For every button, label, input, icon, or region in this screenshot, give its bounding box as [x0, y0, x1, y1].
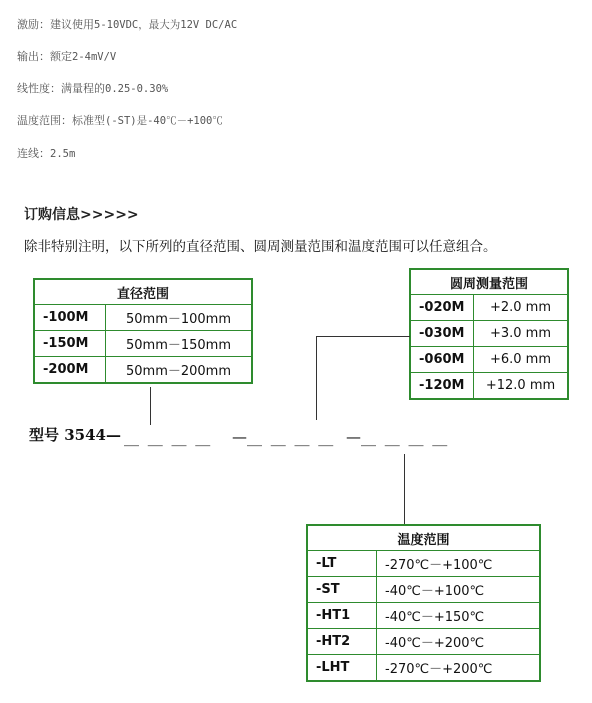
table-row: [307, 629, 540, 655]
diameter-value: 50mm－100mm: [106, 305, 253, 331]
spec-value: 0.25-0.30%: [105, 83, 169, 95]
circumference-code: -060M: [410, 347, 474, 373]
circumference-connector-horizontal: [316, 336, 410, 337]
temperature-code: -HT2: [307, 629, 377, 655]
table-row: [410, 347, 568, 373]
diameter-value: 50mm－150mm: [106, 331, 253, 357]
model-separator-1: —: [232, 428, 249, 446]
table-row: [410, 373, 568, 400]
model-segment-circumference: ＿ ＿ ＿ ＿: [247, 430, 336, 448]
temperature-title: 温度范围: [307, 525, 540, 551]
table-row: [34, 305, 252, 331]
spec-value: 2.5m: [50, 148, 76, 160]
circumference-title: 圆周测量范围: [410, 269, 568, 295]
spec-value: 5-10VDC，最大为12V DC/AC: [94, 19, 238, 31]
spec-label: 温度范围：标准型: [17, 114, 105, 127]
diameter-title: 直径范围: [34, 279, 252, 305]
spec-label: 激励：建议使用: [17, 18, 94, 31]
spec-label: 连线：: [17, 147, 50, 160]
circumference-value: +6.0 mm: [474, 347, 569, 373]
order-header: 订购信息>>>>>: [24, 207, 139, 223]
temperature-value: -270℃－+100℃: [377, 551, 541, 577]
circumference-connector-vertical: [316, 336, 317, 420]
table-row: [307, 655, 540, 682]
circumference-code: -020M: [410, 295, 474, 321]
temperature-code: -LHT: [307, 655, 377, 682]
temperature-table: [306, 524, 541, 682]
circumference-code: -030M: [410, 321, 474, 347]
spec-excitation: [17, 16, 237, 32]
temperature-value: -40℃－+150℃: [377, 603, 541, 629]
spec-output: [17, 48, 116, 64]
order-note: 除非特别注明，以下所列的直径范围、圆周测量范围和温度范围可以任意组合。: [24, 239, 497, 255]
temperature-code: -HT1: [307, 603, 377, 629]
model-segment-diameter: ＿ ＿ ＿ ＿: [124, 430, 213, 448]
table-row: [34, 331, 252, 357]
temperature-connector-line: [404, 454, 405, 524]
circumference-value: +2.0 mm: [474, 295, 569, 321]
diameter-code: -200M: [34, 357, 106, 384]
table-row: [410, 321, 568, 347]
table-row: [34, 357, 252, 384]
spec-label: 输出：额定: [17, 50, 72, 63]
spec-temperature: [17, 112, 223, 128]
circumference-table: [409, 268, 569, 400]
spec-value: (-ST)是-40℃－+100℃: [105, 115, 223, 127]
spec-value: 2-4mV/V: [72, 51, 117, 63]
table-row: [410, 295, 568, 321]
circumference-code: -120M: [410, 373, 474, 400]
temperature-code: -ST: [307, 577, 377, 603]
model-segment-temperature: ＿ ＿ ＿ ＿: [361, 430, 450, 448]
diameter-code: -150M: [34, 331, 106, 357]
table-row: [307, 577, 540, 603]
model-label: 型号 3544—: [29, 426, 121, 444]
temperature-value: -40℃－+100℃: [377, 577, 541, 603]
diameter-code: -100M: [34, 305, 106, 331]
temperature-value: -40℃－+200℃: [377, 629, 541, 655]
temperature-code: -LT: [307, 551, 377, 577]
diameter-value: 50mm－200mm: [106, 357, 253, 384]
circumference-value: +12.0 mm: [474, 373, 569, 400]
table-row: [307, 603, 540, 629]
diameter-connector-line: [150, 387, 151, 425]
spec-label: 线性度：满量程的: [17, 82, 105, 95]
spec-cable: [17, 145, 75, 161]
temperature-value: -270℃－+200℃: [377, 655, 541, 682]
diameter-table: [33, 278, 253, 384]
spec-linearity: [17, 80, 168, 96]
circumference-value: +3.0 mm: [474, 321, 569, 347]
table-row: [307, 551, 540, 577]
model-separator-2: —: [346, 428, 363, 446]
